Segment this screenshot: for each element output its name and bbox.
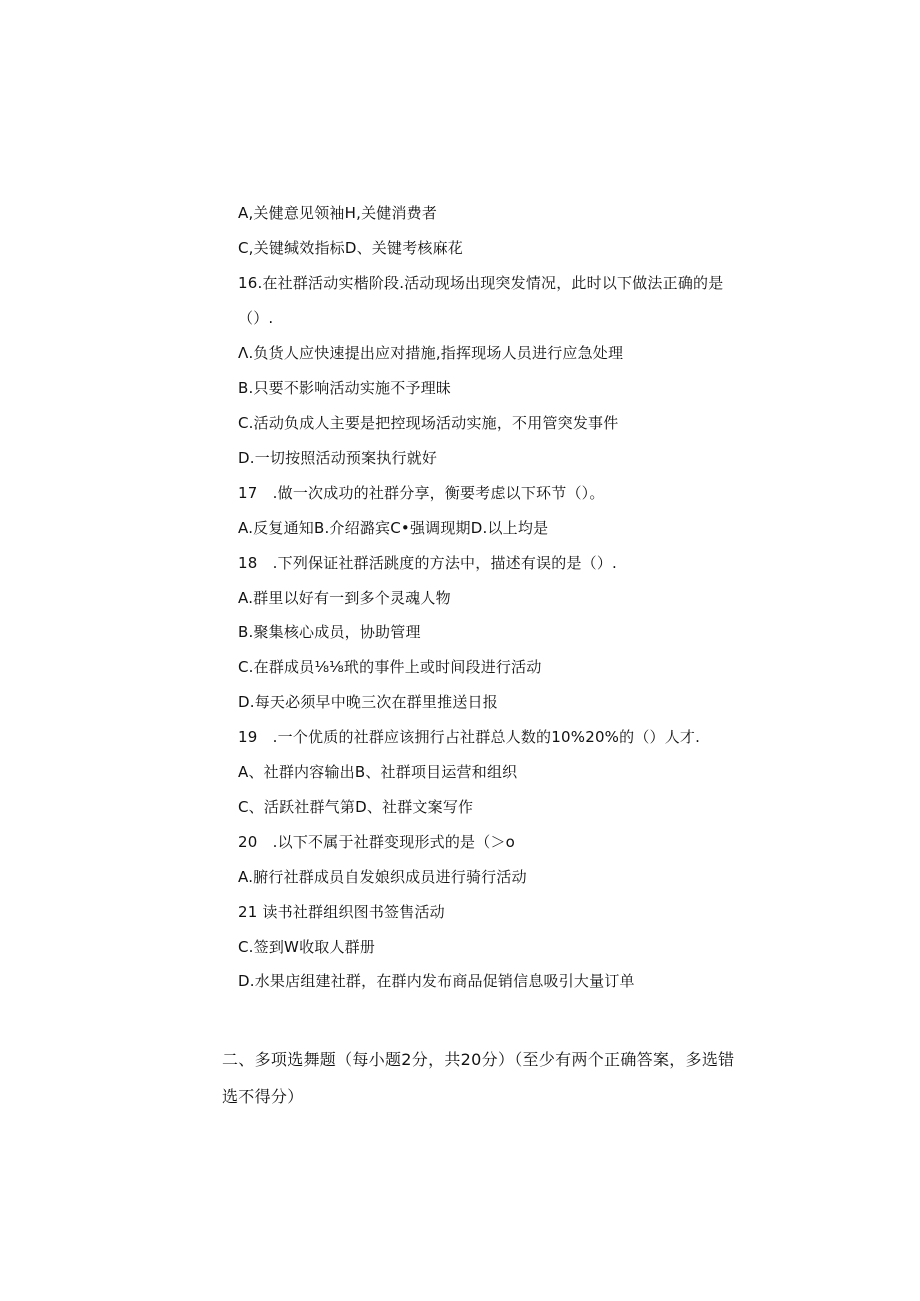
question-16: 16.在社群活动实楷阶段.活动现场出现突发情况，此时以下做法正确的是 <box>238 274 724 292</box>
question-20: 20 .以下不属于社群变现形式的是（＞o <box>238 833 516 851</box>
section-heading: 二、多项选舞题（每小题2分，共20分）（至少有两个正确答案，多选错 <box>222 1050 735 1069</box>
question-16-blank: （）. <box>238 309 274 327</box>
question-19: 19 .一个优质的社群应该拥行占社群总人数的10%20%的（）人才. <box>238 728 701 746</box>
option-line: A.腑行社群成员自发娘织成员进行骑行活动 <box>238 868 527 886</box>
question-18: 18 .下列保证社群活跳度的方法中，描述有误的是（）. <box>238 554 618 572</box>
option-line: A,关健意见领袖H,关健消费者 <box>238 204 438 222</box>
option-line: C,关键缄效指标D、关键考核麻花 <box>238 239 463 257</box>
option-line: A、社群内容输出B、社群项目运营和组织 <box>238 763 518 781</box>
question-17: 17 .做一次成功的社群分享，衡要考虑以下环节（）。 <box>238 484 605 502</box>
option-line: C.在群成员⅛⅛玳的事件上或时间段进行活动 <box>238 658 542 676</box>
option-line: D.每天必须早中晚三次在群里推送日报 <box>238 693 498 711</box>
option-line: D.一切按照活动预案执行就好 <box>238 449 438 467</box>
option-line: B.只要不影响活动实施不予理昧 <box>238 379 452 397</box>
option-line: A.反复通知B.介绍潞宾C•强调现期D.以上均是 <box>238 519 549 537</box>
option-line: C.签到W收取人群册 <box>238 938 376 956</box>
option-line: C、活跃社群气第D、社群文案写作 <box>238 798 474 816</box>
option-line: Λ.负货人应快速提出应对措施,指挥现场人员进行应急处理 <box>238 344 624 362</box>
option-line: B.聚集核心成员，协助管理 <box>238 623 421 641</box>
section-heading-continued: 选不得分） <box>222 1087 304 1106</box>
option-line: C.活动负成人主要是把控现场活动实施，不用管突发事件 <box>238 414 619 432</box>
option-line: A.群里以好有一到多个灵魂人物 <box>238 589 451 607</box>
option-line: 21 读书社群组织图书签售活动 <box>238 903 445 921</box>
option-line: D.水果店组建社群，在群内发布商品促销信息吸引大量订单 <box>238 972 635 990</box>
